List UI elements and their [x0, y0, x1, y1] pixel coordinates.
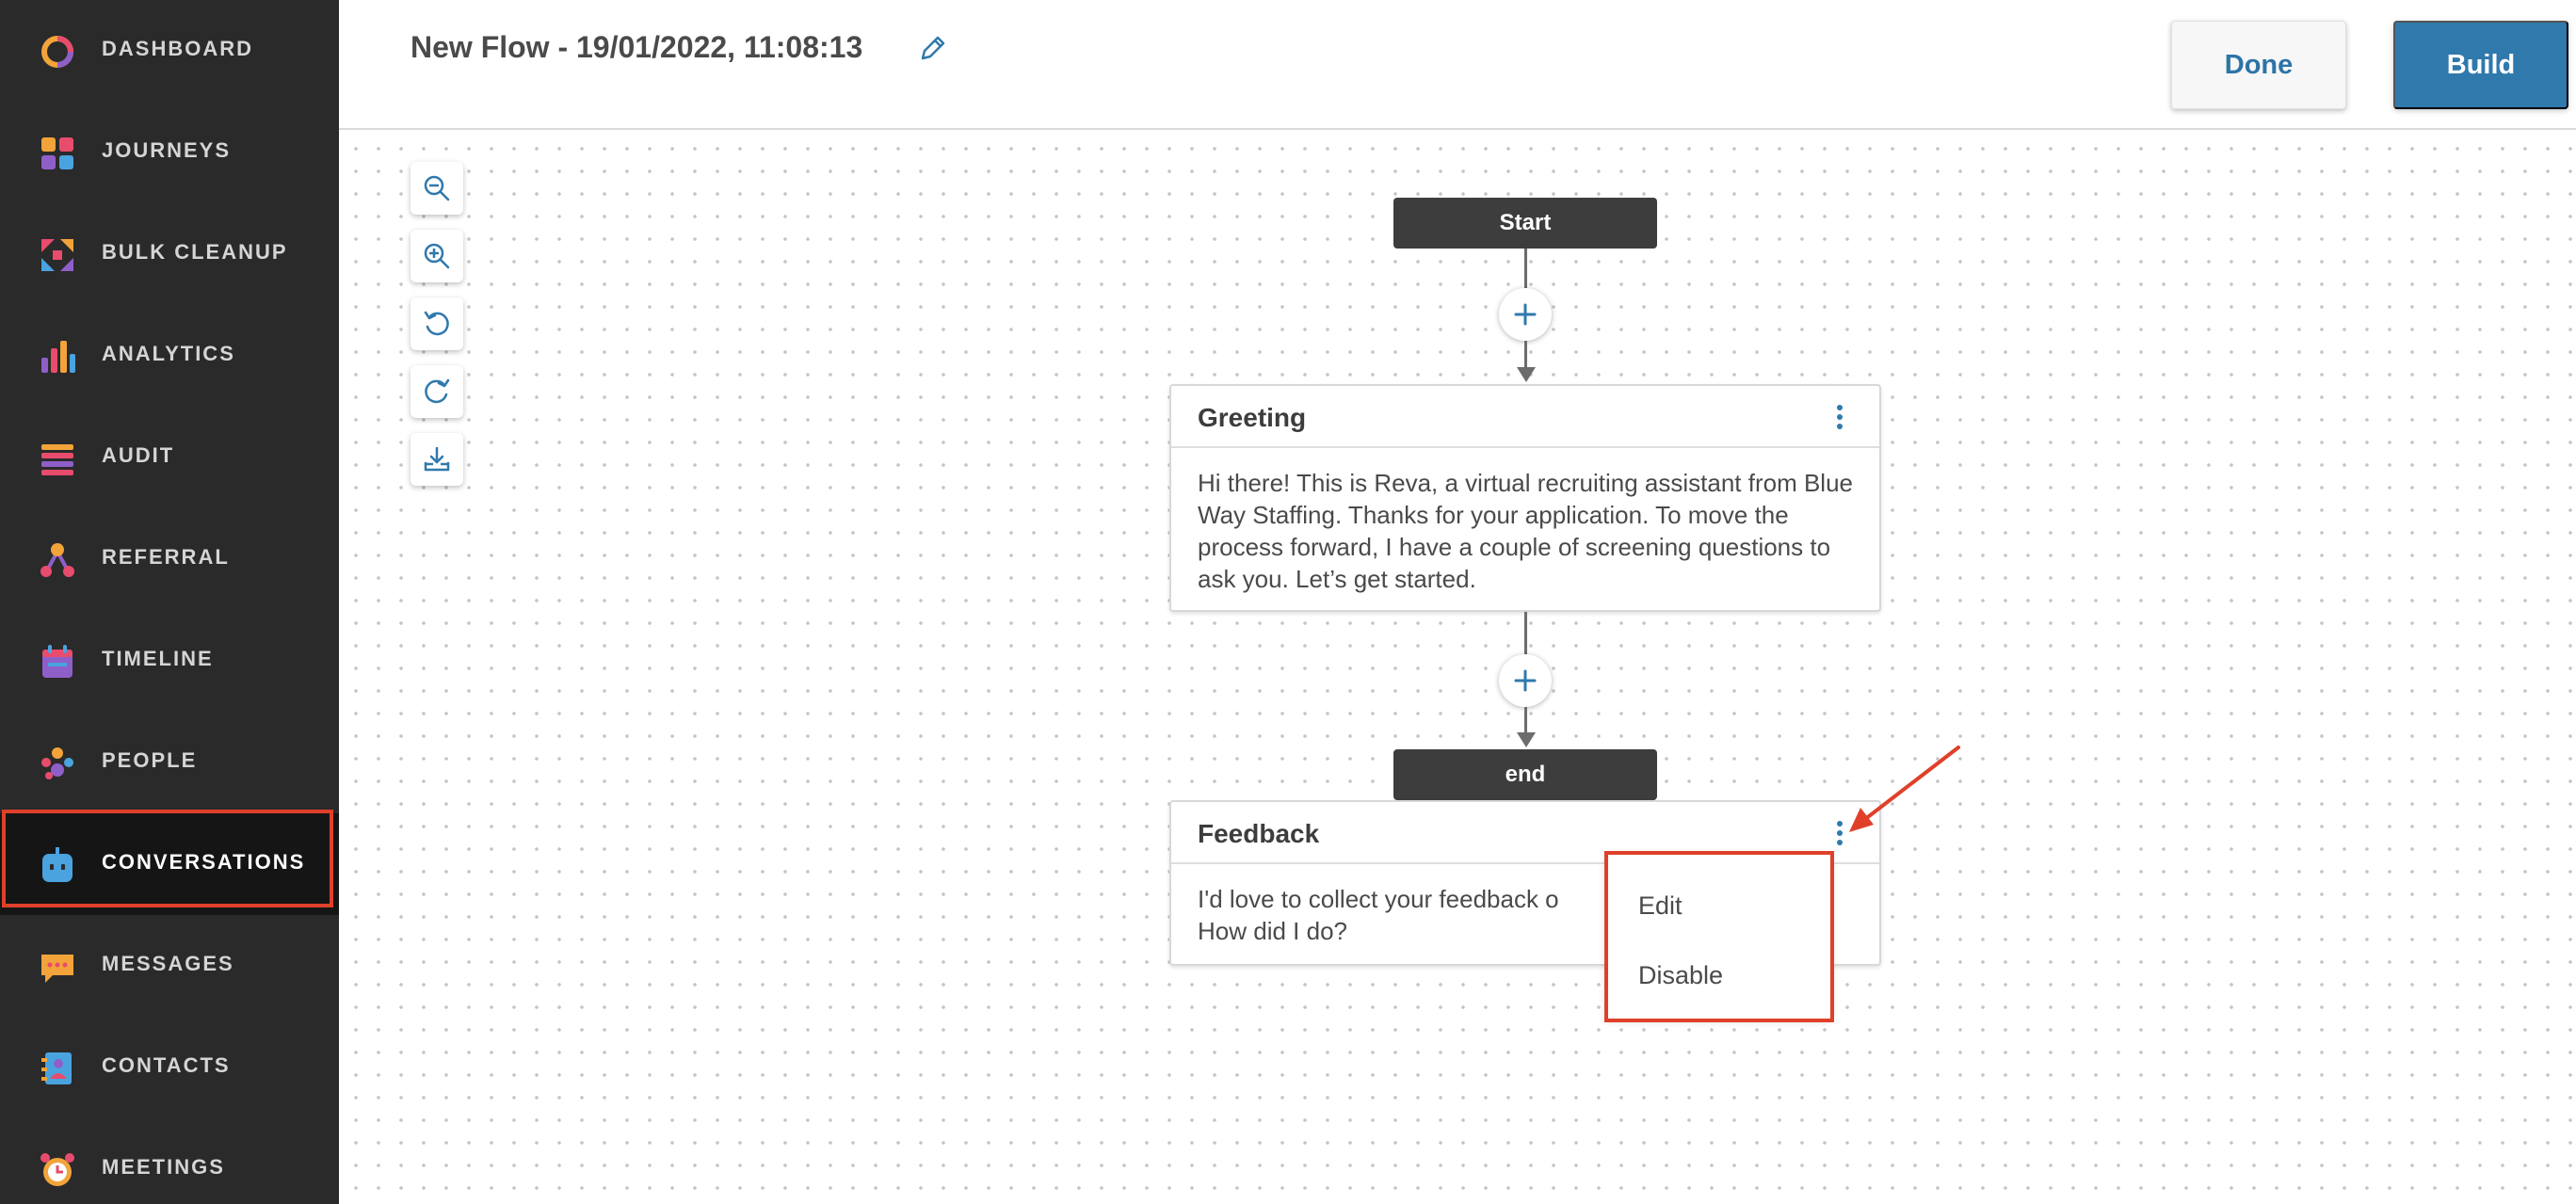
sidebar-item-analytics[interactable] [0, 305, 339, 407]
menu-item-edit[interactable]: Edit [1638, 891, 1682, 920]
undo-icon [421, 308, 453, 340]
plus-icon [1513, 302, 1538, 327]
header [339, 0, 2576, 130]
sidebar-item-label: MESSAGES [102, 952, 234, 975]
card-body-line: How did I do? [1198, 917, 1347, 945]
sidebar-item-referral[interactable] [0, 508, 339, 610]
sidebar [0, 0, 339, 1204]
connector-arrow-icon [1517, 367, 1536, 382]
menu-item-disable[interactable]: Disable [1638, 961, 1724, 989]
referral-icon [38, 540, 77, 580]
sidebar-item-journeys[interactable] [0, 102, 339, 203]
redo-icon [421, 376, 453, 408]
kebab-menu-icon[interactable] [1834, 819, 1845, 847]
timeline-icon [38, 642, 77, 682]
annotation-arrow-icon [339, 132, 2576, 1204]
audit-icon [38, 439, 77, 478]
flow-canvas[interactable] [339, 132, 2576, 1204]
sidebar-item-label: ANALYTICS [102, 342, 235, 365]
connector-line [1524, 341, 1527, 369]
zoom-out-button[interactable] [411, 162, 463, 215]
context-menu [1606, 853, 1830, 1019]
sidebar-item-label: CONVERSATIONS [102, 850, 306, 874]
sidebar-item-meetings[interactable] [0, 1118, 339, 1204]
kebab-menu-icon[interactable] [1834, 403, 1845, 431]
people-icon [38, 744, 77, 783]
add-step-button[interactable] [1499, 288, 1552, 341]
sidebar-item-label: PEOPLE [102, 748, 198, 772]
redo-button[interactable] [411, 365, 463, 418]
messages-icon [38, 947, 77, 987]
sidebar-item-audit[interactable] [0, 407, 339, 508]
sidebar-item-people[interactable] [0, 712, 339, 813]
sidebar-item-conversations[interactable] [0, 813, 339, 915]
connector-line [1524, 249, 1527, 288]
card-title: Feedback [1198, 819, 1320, 848]
sidebar-item-label: CONTACTS [102, 1053, 231, 1077]
done-button[interactable]: Done [2171, 21, 2346, 109]
card-body-line: I'd love to collect your feedback o [1198, 885, 1559, 913]
connector-line [1524, 612, 1527, 655]
sidebar-item-label: REFERRAL [102, 545, 230, 569]
sidebar-item-label: DASHBOARD [102, 37, 253, 60]
zoom-in-icon [421, 240, 453, 272]
sidebar-item-dashboard[interactable] [0, 0, 339, 102]
meetings-icon [38, 1150, 77, 1190]
plus-icon [1513, 668, 1538, 693]
sidebar-item-timeline[interactable] [0, 610, 339, 712]
end-node[interactable]: end [1393, 749, 1657, 800]
sidebar-item-label: JOURNEYS [102, 138, 232, 162]
pencil-icon[interactable] [917, 32, 949, 64]
add-step-button[interactable] [1499, 654, 1552, 707]
sidebar-item-contacts[interactable] [0, 1017, 339, 1118]
sidebar-item-bulk-cleanup[interactable] [0, 203, 339, 305]
connector-arrow-icon [1517, 732, 1536, 747]
greeting-card[interactable] [1169, 384, 1881, 612]
undo-button[interactable] [411, 297, 463, 350]
card-title: Greeting [1198, 403, 1307, 432]
dashboard-icon [38, 32, 77, 72]
contacts-icon [38, 1049, 77, 1088]
analytics-icon [38, 337, 77, 377]
sidebar-item-messages[interactable] [0, 915, 339, 1017]
sidebar-item-label: TIMELINE [102, 647, 214, 670]
download-icon [421, 443, 453, 475]
zoom-in-button[interactable] [411, 230, 463, 282]
connector-line [1524, 707, 1527, 733]
bulk-cleanup-icon [38, 235, 77, 275]
build-button[interactable]: Build [2393, 21, 2568, 109]
journeys-icon [38, 134, 77, 173]
start-node[interactable]: Start [1393, 198, 1657, 249]
sidebar-item-label: AUDIT [102, 443, 175, 467]
zoom-out-icon [421, 172, 453, 204]
card-header [1171, 386, 1879, 448]
download-button[interactable] [411, 433, 463, 486]
card-body: Hi there! This is Reva, a virtual recruiting assistant from Blue Way Staffing. Thanks for your application. To move the process forward, I have a couple of screening questions to ask you. Let’s get started. [1198, 469, 1854, 593]
conversations-icon [38, 845, 77, 885]
sidebar-item-label: MEETINGS [102, 1155, 225, 1179]
page-title: New Flow - 19/01/2022, 11:08:13 [411, 30, 863, 64]
sidebar-item-label: BULK CLEANUP [102, 240, 288, 264]
